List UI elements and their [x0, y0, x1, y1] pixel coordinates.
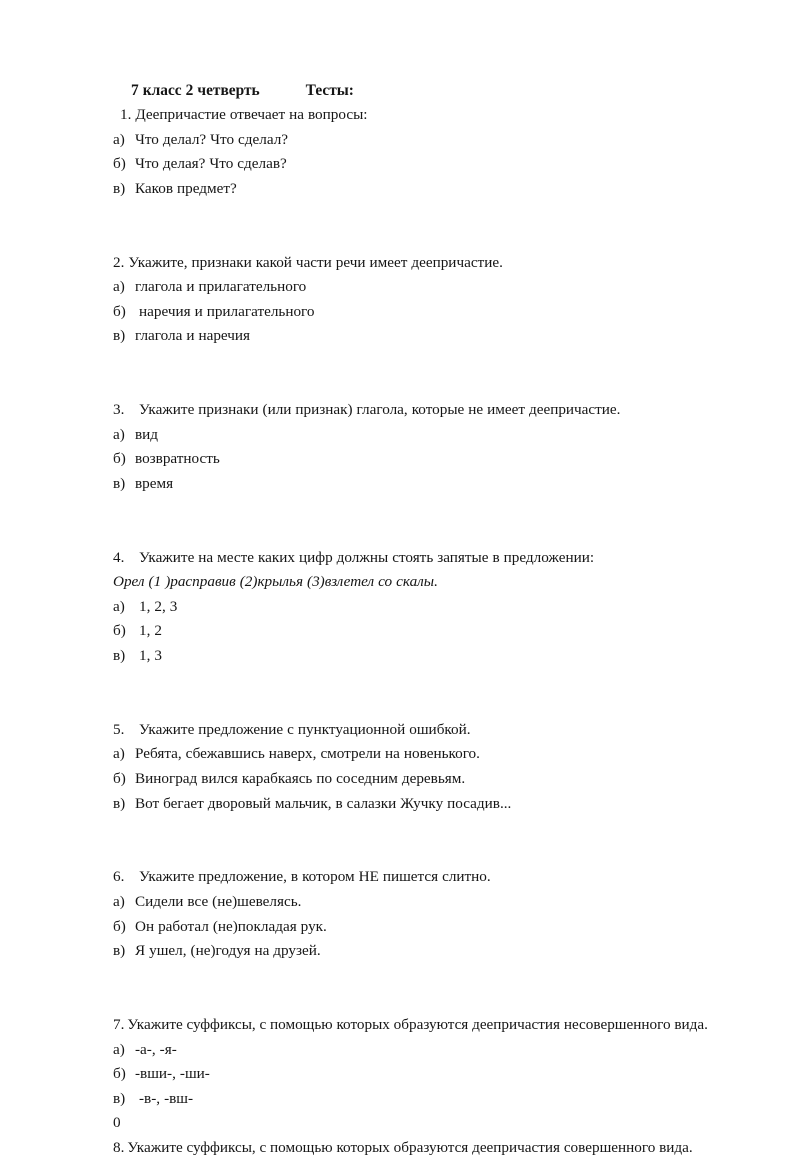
option-text: 1, 2 [139, 622, 162, 640]
question-1-text: Деепричастие отвечает на вопросы: [135, 106, 368, 123]
option-text: Вот бегает дворовый мальчик, в салазки Жучку посадив... [135, 794, 512, 812]
option-marker: в) [113, 794, 126, 812]
option-marker: б) [113, 450, 126, 468]
question-7-option-b [113, 1062, 746, 1087]
stray-character-line: 0 [113, 1114, 121, 1132]
question-5-option-v [113, 792, 746, 817]
question-4-number: 4. [113, 548, 125, 566]
option-text: Сидели все (не)шевелясь. [135, 893, 302, 910]
option-marker: а) [113, 278, 125, 296]
question-6-number: 6. [113, 868, 125, 886]
option-marker: в) [113, 474, 126, 492]
option-text: Ребята, сбежавшись наверх, смотрели на новенького. [135, 745, 480, 763]
option-marker: в) [113, 327, 126, 345]
question-4-option-a [113, 595, 746, 620]
question-3-number: 3. [113, 401, 125, 419]
question-1-prompt [113, 103, 746, 128]
question-7-text: Укажите суффиксы, с помощью которых образуются деепричастия несовершенного вида. [127, 1015, 708, 1033]
paragraph-spacer [113, 964, 746, 989]
option-marker: б) [113, 1065, 126, 1083]
option-text: глагола и наречия [135, 327, 251, 345]
paragraph-spacer [113, 816, 746, 841]
question-1-option-a [113, 128, 746, 153]
question-2-prompt [113, 251, 746, 276]
question-8-text: Укажите суффиксы, с помощью которых образуются деепричастия совершенного вида. [127, 1138, 693, 1156]
question-3-option-b [113, 447, 746, 472]
question-4-example-sentence: Орел (1 )расправив (2)крылья (3)взлетел со скалы. [113, 573, 438, 591]
title-heading: 7 класс 2 четверть [131, 82, 260, 99]
option-marker: в) [113, 942, 126, 960]
question-4-prompt [113, 546, 746, 571]
option-text: Он работал (не)покладая рук. [135, 917, 327, 935]
question-6-text: Укажите предложение, в котором НЕ пишется слитно. [139, 868, 491, 886]
paragraph-spacer [113, 521, 746, 546]
option-text: Каков предмет? [135, 179, 237, 197]
option-text: Я ушел, (не)годуя на друзей. [135, 942, 321, 960]
paragraph-spacer [113, 669, 746, 694]
question-3-text: Укажите признаки (или признак) глагола, которые не имеет деепричастие. [139, 401, 621, 419]
option-text: глагола и прилагательного [135, 278, 307, 296]
question-2-text: Укажите, признаки какой части речи имеет деепричастие. [128, 253, 503, 271]
paragraph-spacer [113, 497, 746, 522]
question-4-option-v [113, 644, 746, 669]
option-text: вид [135, 425, 159, 443]
option-text: -в-, -вш- [139, 1089, 194, 1107]
question-8-number: 8. [113, 1138, 125, 1156]
option-marker: а) [113, 597, 125, 615]
option-text: Что делая? Что сделав? [135, 155, 287, 173]
option-marker: в) [113, 647, 126, 665]
question-5-option-b [113, 767, 746, 792]
paragraph-spacer [113, 374, 746, 399]
question-5-text: Укажите предложение с пунктуационной ошибкой. [139, 720, 471, 738]
option-text: -а-, -я- [135, 1040, 177, 1058]
option-marker: а) [113, 1040, 125, 1058]
option-text: 1, 2, 3 [139, 597, 178, 615]
question-3-option-v [113, 472, 746, 497]
option-text: Что делал? Что сделал? [135, 130, 289, 148]
question-5-number: 5. [113, 720, 125, 738]
option-marker: а) [113, 425, 125, 443]
option-text: 1, 3 [139, 647, 162, 665]
question-2-option-a [113, 275, 746, 300]
question-4-option-b [113, 619, 746, 644]
option-marker: в) [113, 179, 126, 197]
question-5-prompt [113, 718, 746, 743]
question-6-option-a [113, 890, 746, 915]
question-2-number: 2. [113, 253, 125, 271]
paragraph-spacer [113, 226, 746, 251]
question-1-option-v [113, 177, 746, 202]
question-6-option-b [113, 915, 746, 940]
question-5-option-a [113, 742, 746, 767]
question-7-option-v [113, 1087, 746, 1112]
option-marker: б) [113, 302, 126, 320]
option-marker: а) [113, 893, 125, 910]
paragraph-spacer [113, 988, 746, 1013]
option-text: наречия и прилагательного [139, 302, 315, 320]
question-7-number: 7. [113, 1015, 125, 1033]
question-7-option-a [113, 1038, 746, 1063]
question-1-option-b [113, 152, 746, 177]
option-marker: а) [113, 745, 125, 763]
option-marker: б) [113, 917, 126, 935]
question-3-prompt [113, 398, 746, 423]
question-3-option-a [113, 423, 746, 448]
option-text: Виноград вился карабкаясь по соседним деревьям. [135, 770, 466, 788]
option-text: возвратность [135, 450, 220, 468]
paragraph-spacer [113, 693, 746, 718]
document-text-body [113, 78, 746, 1161]
paragraph-spacer [113, 349, 746, 374]
option-marker: в) [113, 1089, 126, 1107]
question-2-option-v [113, 324, 746, 349]
question-6-prompt [113, 865, 746, 890]
question-1-number: 1. [120, 106, 132, 123]
option-marker: б) [113, 155, 126, 173]
option-text: -вши-, -ши- [135, 1065, 210, 1083]
paragraph-spacer [113, 201, 746, 226]
question-6-option-v [113, 939, 746, 964]
paragraph-spacer [113, 841, 746, 866]
option-marker: б) [113, 622, 126, 640]
option-marker: а) [113, 130, 125, 148]
question-7-prompt [113, 1013, 746, 1038]
question-8-prompt [113, 1136, 746, 1161]
option-marker: б) [113, 770, 126, 788]
title-label: Тесты: [305, 82, 354, 99]
option-text: время [135, 474, 174, 492]
question-2-option-b [113, 300, 746, 325]
document-title [113, 78, 746, 103]
question-4-text: Укажите на месте каких цифр должны стоять запятые в предложении: [139, 548, 595, 566]
